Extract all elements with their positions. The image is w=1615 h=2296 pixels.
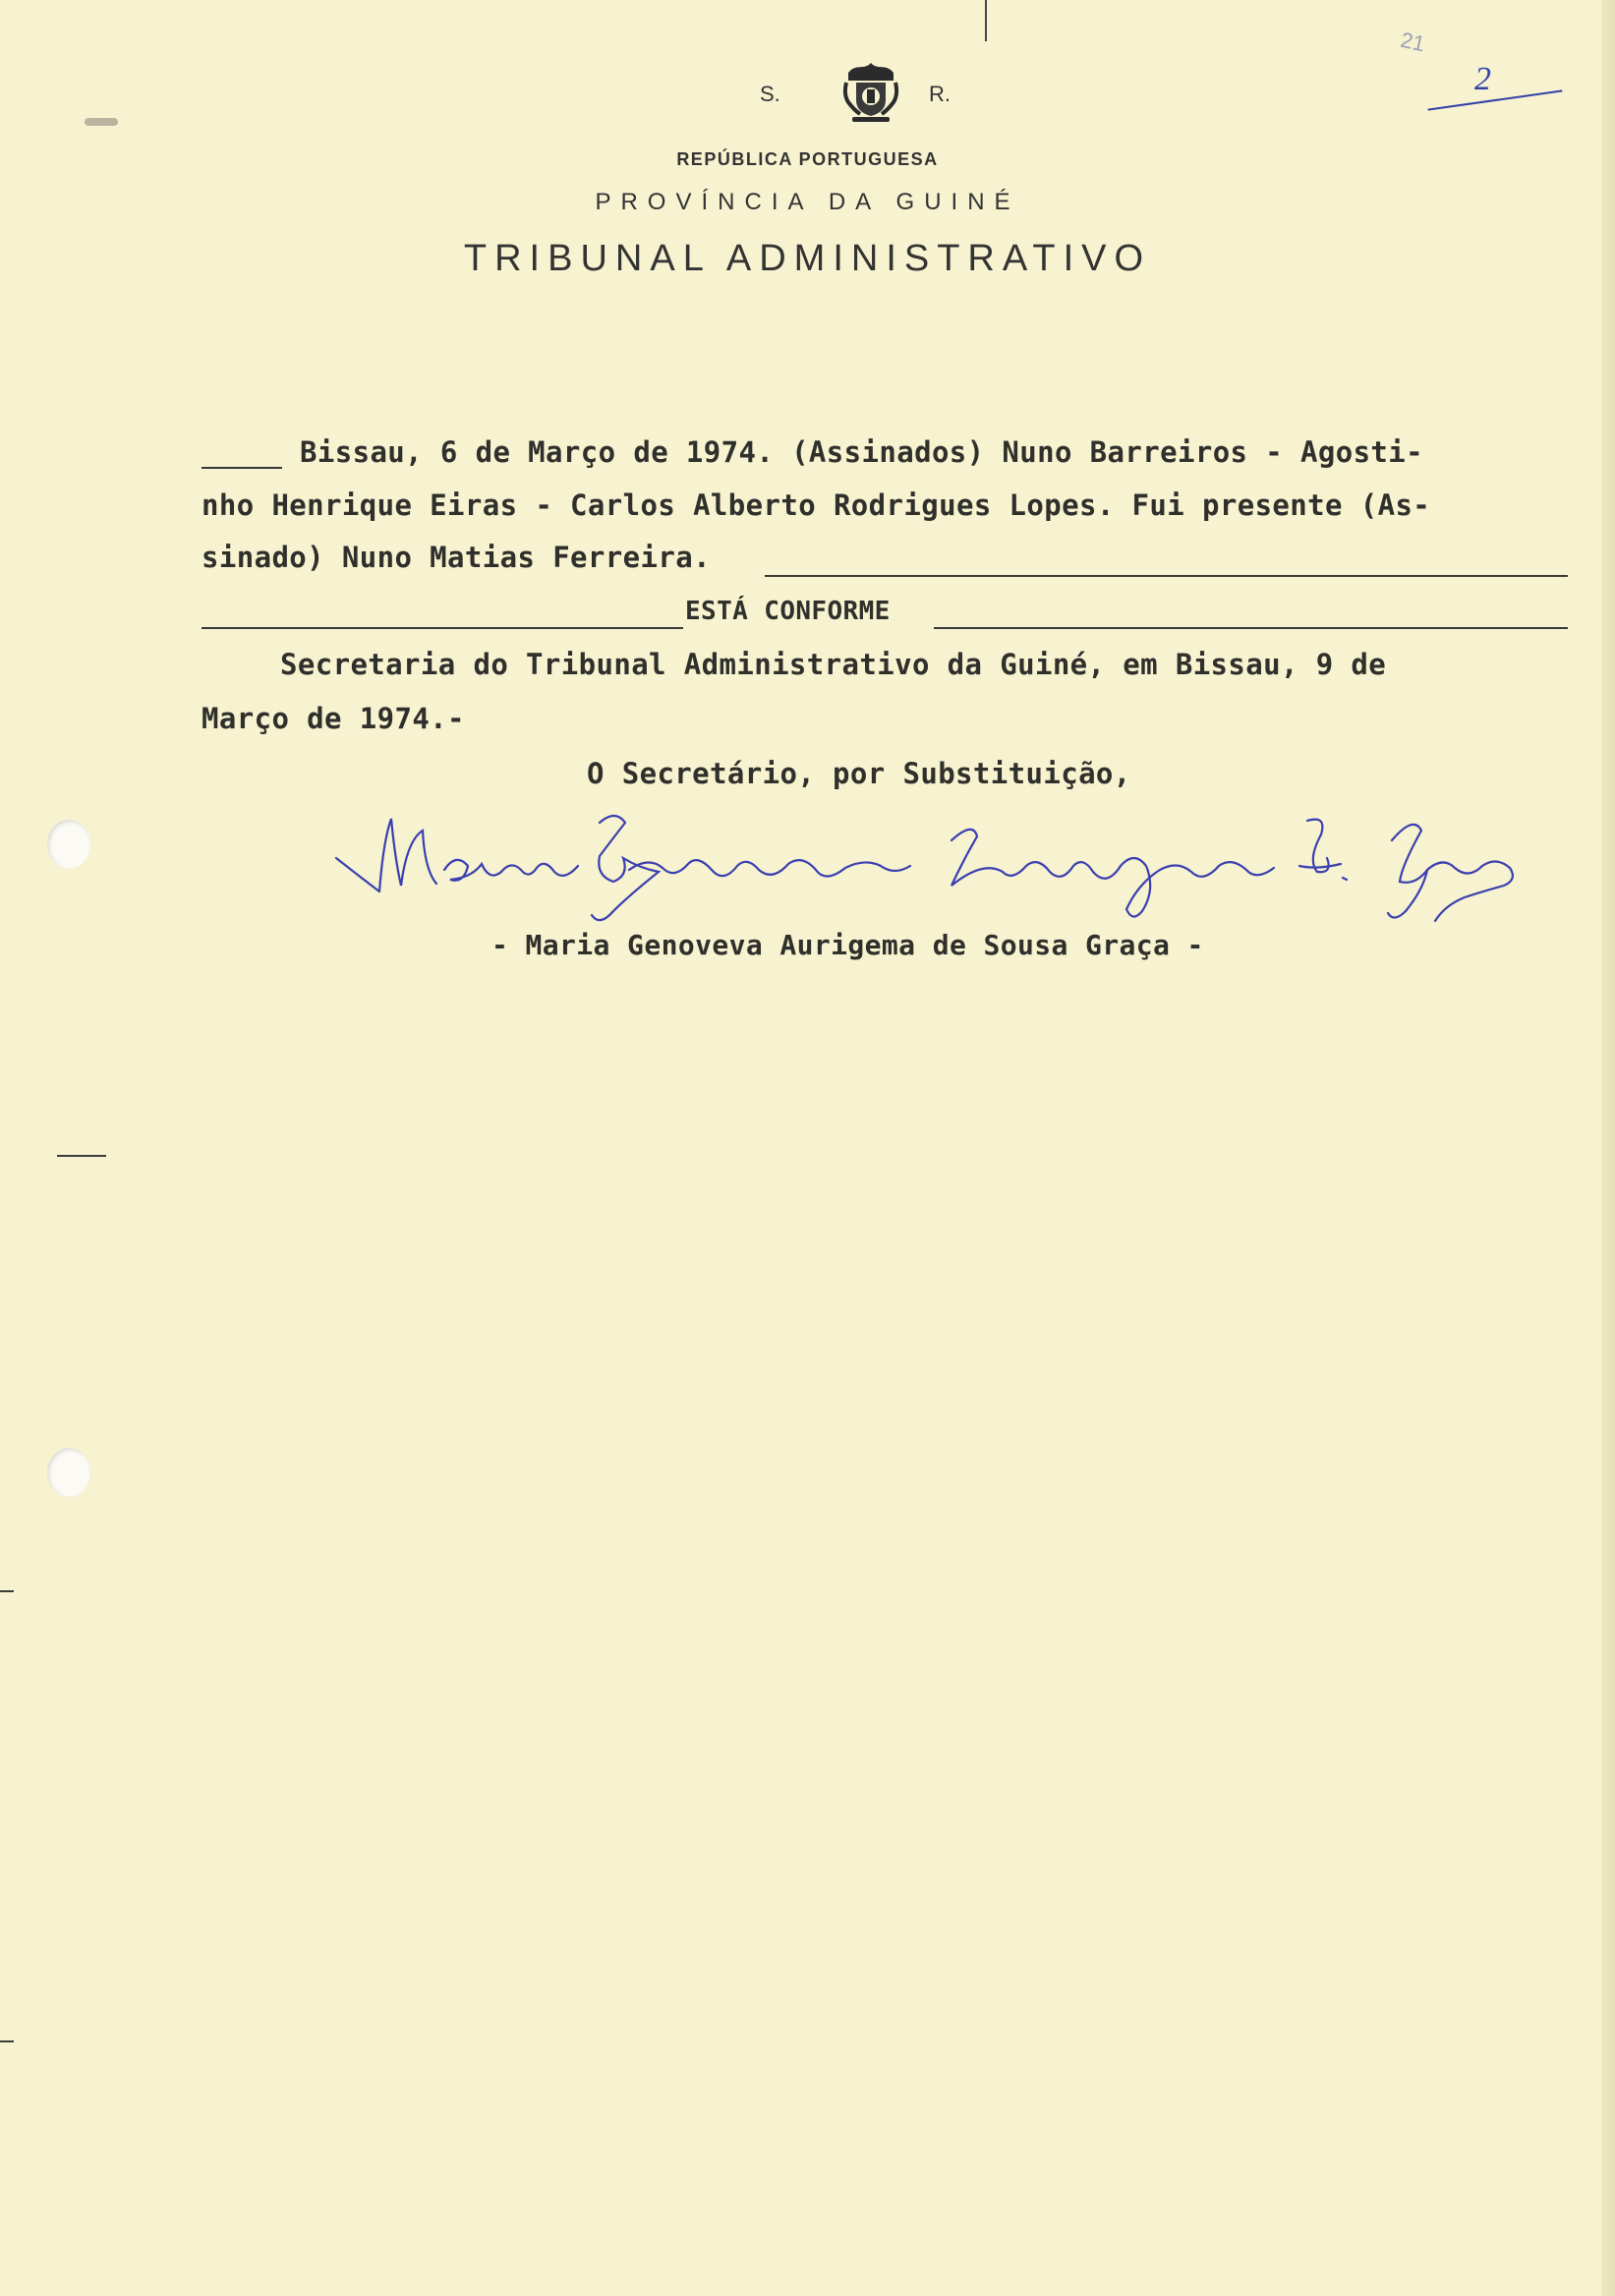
province-heading: PROVÍNCIA DA GUINÉ [595, 189, 1020, 215]
lead-rule [202, 467, 282, 469]
signer-role: O Secretário, por Substituição, [587, 757, 1131, 790]
top-fold-mark [985, 0, 987, 41]
body-line-5: Secretaria do Tribunal Administrativo da Guiné, em Bissau, 9 de [280, 648, 1387, 681]
conforme-label: ESTÁ CONFORME [685, 597, 891, 626]
header-r-letter: R. [929, 82, 951, 106]
body-line-2: nho Henrique Eiras - Carlos Alberto Rodrigues Lopes. Fui presente (As- [202, 488, 1431, 522]
conforme-rule-right [934, 627, 1568, 629]
body-line-1: Bissau, 6 de Março de 1974. (Assinados) Nuno Barreiros - Agosti- [300, 435, 1424, 469]
folio-underline [1428, 89, 1563, 110]
binder-hole-bottom [47, 1448, 90, 1497]
republic-heading: REPÚBLICA PORTUGUESA [676, 149, 939, 169]
conforme-rule-left [202, 627, 683, 629]
margin-tick [0, 1590, 14, 1592]
signatory-name: - Maria Genoveva Aurigema de Sousa Graça - [491, 929, 1204, 961]
ink-speck [85, 118, 118, 126]
body-line-6: Março de 1974.- [202, 702, 465, 735]
signature [334, 801, 1533, 929]
binder-hole-top [47, 820, 90, 869]
pencil-annotation: 21 [1398, 27, 1427, 57]
margin-tick [57, 1155, 106, 1157]
page-edge [1601, 0, 1615, 2296]
folio-number: 2 [1474, 61, 1491, 97]
coat-of-arms [842, 57, 899, 126]
header-s-letter: S. [760, 82, 780, 106]
tribunal-heading: TRIBUNAL ADMINISTRATIVO [463, 238, 1152, 279]
fill-rule [765, 575, 1568, 577]
body-line-3: sinado) Nuno Matias Ferreira. [202, 541, 711, 574]
margin-tick [0, 2040, 14, 2042]
